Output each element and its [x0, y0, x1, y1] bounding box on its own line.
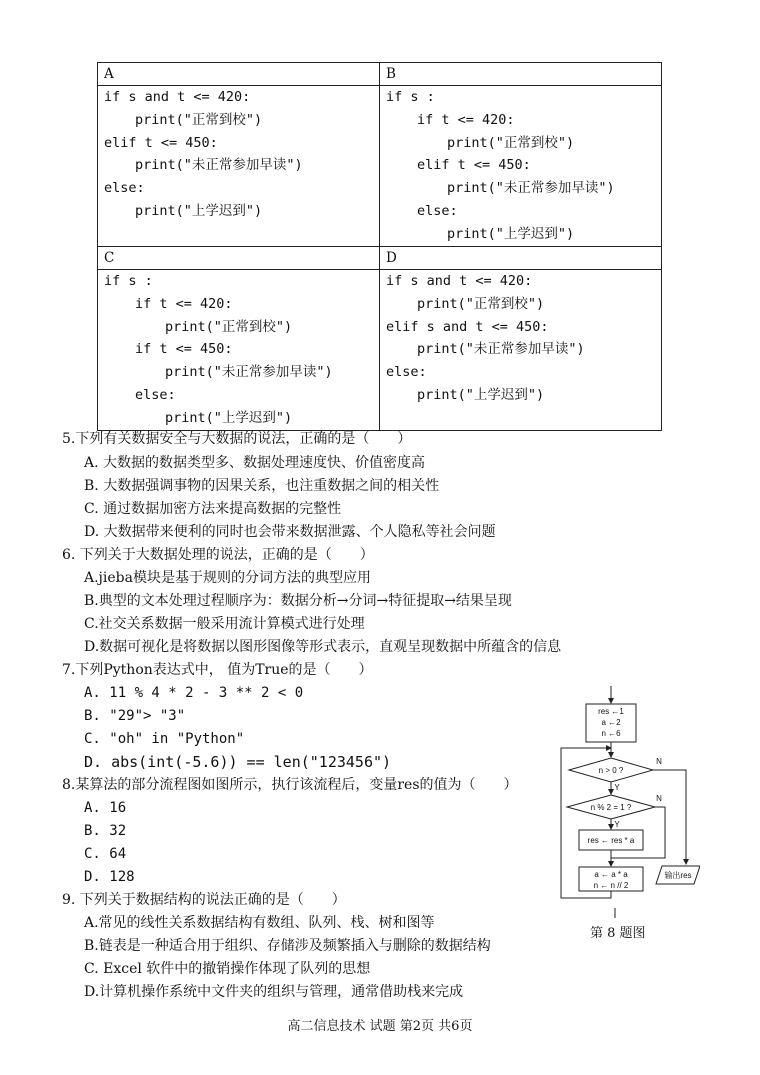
- question-7-option-c: C. "oh" in "Python": [84, 731, 245, 747]
- flow-init-line-3: n ←6: [601, 729, 621, 738]
- code-line: if s and t <= 420:: [104, 89, 251, 105]
- flow-update-line-1: a ← a * a: [594, 870, 628, 879]
- option-c-code: [98, 270, 380, 431]
- flow-output-text: 输出res: [664, 871, 692, 880]
- figure-caption: 第 8 题图: [590, 926, 646, 941]
- question-7-option-d: D. abs(int(-5.6)) == len("123456"): [84, 753, 392, 771]
- option-b-header: [380, 63, 662, 86]
- flow-condition-2-text: n % 2 = 1 ?: [590, 803, 632, 812]
- flow-no-label-2: N: [656, 794, 662, 803]
- code-line: print("未正常参加早读"): [135, 157, 303, 174]
- option-c-label: C: [104, 250, 115, 266]
- code-line: elif t <= 450:: [104, 134, 218, 151]
- flow-condition-1-text: n > 0 ?: [598, 766, 624, 775]
- question-9-option-a: A.常见的线性关系数据结构有数组、队列、栈、树和图等: [84, 915, 435, 931]
- question-6-option-c: C.社交关系数据一般采用流计算模式进行处理: [84, 616, 365, 632]
- code-line: print("上学迟到"): [447, 225, 575, 242]
- code-line: print("未正常参加早读"): [417, 341, 585, 358]
- question-5-option-d: D. 大数据带来便利的同时也会带来数据泄露、个人隐私等社会问题: [84, 524, 496, 540]
- question-9-option-b: B.链表是一种适合用于组织、存储涉及频繁插入与删除的数据结构: [84, 938, 491, 954]
- flowchart-figure: [555, 686, 700, 918]
- question-8-stem: 8.某算法的部分流程图如图所示，执行该流程后，变量res的值为（ ）: [62, 777, 518, 793]
- question-5-stem: 5.下列有关数据安全与大数据的说法，正确的是（ ）: [62, 431, 412, 447]
- code-line: if s :: [386, 89, 435, 105]
- code-line: print("未正常参加早读"): [447, 180, 615, 197]
- question-9-option-c: C. Excel 软件中的撤销操作体现了队列的思想: [84, 961, 371, 977]
- code-line: if s and t <= 420:: [386, 273, 533, 289]
- code-line: else:: [386, 364, 427, 381]
- question-6-option-d: D.数据可视化是将数据以图形图像等形式表示，直观呈现数据中所蕴含的信息: [84, 639, 562, 655]
- flow-update-line-2: n ← n // 2: [593, 881, 629, 890]
- code-line: elif t <= 450:: [417, 157, 531, 174]
- question-7-stem: 7.下列Python表达式中， 值为True的是（ ）: [62, 662, 373, 678]
- option-b-label: B: [386, 66, 396, 82]
- code-line: print("正常到校"): [417, 295, 545, 312]
- code-line: else:: [104, 180, 145, 197]
- question-6-stem: 6. 下列关于大数据处理的说法，正确的是（ ）: [62, 547, 374, 563]
- question-8-option-d: D. 128: [84, 869, 135, 885]
- flow-res-text: res ← res * a: [587, 836, 635, 845]
- question-8-option-c: C. 64: [84, 846, 127, 862]
- option-c-header: [98, 247, 380, 270]
- question-5-option-c: C. 通过数据加密方法来提高数据的完整性: [84, 501, 342, 517]
- option-a-code: [98, 86, 380, 247]
- question-8-option-a: A. 16: [84, 800, 127, 816]
- flow-init-line-1: res ←1: [598, 707, 624, 716]
- question-9-stem: 9. 下列关于数据结构的说法正确的是（ ）: [62, 892, 346, 908]
- code-line: if t <= 420:: [135, 295, 233, 312]
- question-6-option-b: B.典型的文本处理过程顺序为：数据分析→分词→特征提取→结果呈现: [84, 593, 512, 609]
- code-line: else:: [135, 386, 176, 403]
- option-d-code: [380, 270, 662, 431]
- option-b-code: [380, 86, 662, 247]
- page-footer: 高二信息技术 试题 第2页 共6页: [287, 1019, 473, 1034]
- question-7-option-b: B. "29"> "3": [84, 708, 186, 724]
- question-5-option-b: B. 大数据强调事物的因果关系，也注重数据之间的相关性: [84, 478, 440, 494]
- flow-init-line-2: a ←2: [601, 718, 621, 727]
- code-line: print("上学迟到"): [165, 409, 293, 426]
- option-d-label: D: [386, 250, 397, 266]
- code-line: if t <= 420:: [417, 111, 515, 128]
- code-line: elif s and t <= 450:: [386, 318, 549, 335]
- code-line: print("上学迟到"): [417, 386, 545, 403]
- question-7-option-a: A. 11 % 4 * 2 - 3 ** 2 < 0: [84, 685, 304, 701]
- code-line: if s :: [104, 273, 153, 289]
- option-a-header: [98, 63, 380, 86]
- option-d-header: [380, 247, 662, 270]
- option-a-label: A: [104, 66, 114, 82]
- question-5-option-a: A. 大数据的数据类型多、数据处理速度快、价值密度高: [84, 455, 426, 471]
- flow-no-label-1: N: [656, 757, 662, 766]
- code-line: print("正常到校"): [165, 318, 293, 335]
- code-line: print("上学迟到"): [135, 202, 263, 219]
- code-line: print("正常到校"): [135, 111, 263, 128]
- code-options-table: [97, 62, 662, 431]
- flow-yes-label-2: Y: [614, 820, 620, 829]
- code-line: print("未正常参加早读"): [165, 364, 333, 381]
- flow-yes-label-1: Y: [614, 783, 620, 792]
- question-9-option-d: D.计算机操作系统中文件夹的组织与管理，通常借助栈来完成: [84, 984, 464, 1000]
- question-8-option-b: B. 32: [84, 823, 127, 839]
- code-line: print("正常到校"): [447, 134, 575, 151]
- question-6-option-a: A.jieba模块是基于规则的分词方法的典型应用: [84, 570, 371, 586]
- code-line: else:: [417, 202, 458, 219]
- code-line: if t <= 450:: [135, 341, 233, 358]
